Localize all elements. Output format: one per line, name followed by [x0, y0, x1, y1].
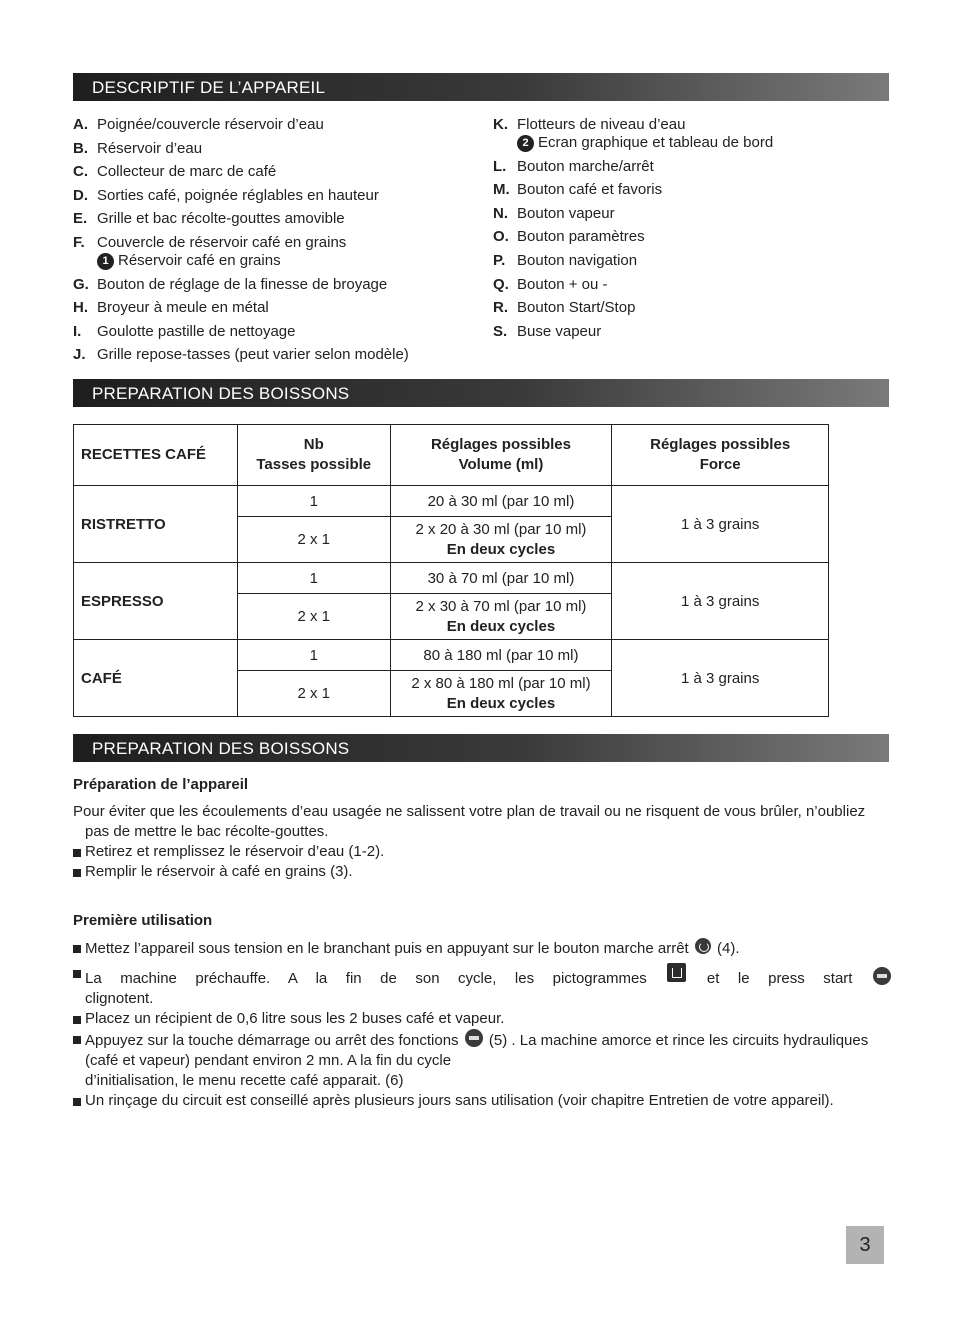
section-header-preparation-2: PREPARATION DES BOISSONS: [73, 734, 889, 762]
page-number: 3: [846, 1226, 884, 1264]
header-force: Réglages possibles Force: [612, 425, 829, 486]
cups-cell: 1: [237, 640, 390, 671]
part-item: P. Bouton navigation: [493, 251, 638, 269]
part-item: A. Poignée/couvercle réservoir d’eau: [73, 116, 324, 133]
section-header-preparation: PREPARATION DES BOISSONS: [73, 379, 889, 407]
part-item: S. Buse vapeur: [493, 322, 602, 340]
list-item: Appuyez sur la touche démarrage ou arrêt des fonctions (5) . La machine amorce et rince les circuits hydrauliques (café et vapeur) pendant environ 2 mn. A la fin du cycle d’initialisation, le menu recette café apparait. (6): [73, 1029, 893, 1091]
part-item: B. Réservoir d’eau: [73, 139, 203, 157]
part-item: R. Bouton Start/Stop: [493, 299, 636, 317]
table-row: [74, 563, 829, 594]
volume-cell: 30 à 70 ml (par 10 ml): [390, 563, 612, 594]
part-item: M. Bouton café et favoris: [493, 181, 663, 199]
volume-cell: 2 x 30 à 70 ml (par 10 ml) En deux cycles: [390, 594, 612, 640]
list-item: Retirez et remplissez le réservoir d’eau (1-2).: [73, 842, 893, 862]
force-cell: 1 à 3 grains: [612, 640, 829, 717]
part-item: O. Bouton paramètres: [493, 228, 645, 246]
list-item: Mettez l’appareil sous tension en le branchant puis en appuyant sur le bouton marche arrêt (4).: [73, 938, 893, 959]
force-cell: 1 à 3 grains: [612, 563, 829, 640]
coffee-cup-icon: [667, 963, 686, 982]
part-item: G. Bouton de réglage de la finesse de broyage: [73, 275, 388, 293]
section-header-descriptif: DESCRIPTIF DE L’APPAREIL: [73, 73, 889, 101]
cups-cell: 2 x 1: [237, 594, 390, 640]
cups-cell: 1: [237, 486, 390, 517]
recipes-table: [73, 424, 829, 717]
part-item: E. Grille et bac récolte-gouttes amovible: [73, 210, 345, 228]
part-item: L. Bouton marche/arrêt: [493, 157, 654, 175]
header-cups: Nb Tasses possible: [237, 425, 390, 486]
volume-cell: 20 à 30 ml (par 10 ml): [390, 486, 612, 517]
start-stop-icon: [873, 967, 891, 985]
volume-cell: 2 x 20 à 30 ml (par 10 ml) En deux cycles: [390, 517, 612, 563]
recipe-name: CAFÉ: [74, 640, 238, 717]
part-item: I. Goulotte pastille de nettoyage: [73, 322, 296, 340]
cups-cell: 2 x 1: [237, 517, 390, 563]
start-stop-icon: [465, 1029, 483, 1047]
volume-cell: 80 à 180 ml (par 10 ml): [390, 640, 612, 671]
number-1-icon: 1: [97, 253, 114, 270]
cups-cell: 1: [237, 563, 390, 594]
header-volume: Réglages possibles Volume (ml): [390, 425, 612, 486]
list-item: Placez un récipient de 0,6 litre sous les 2 buses café et vapeur.: [73, 1009, 893, 1029]
part-item: D. Sorties café, poignée réglables en hauteur: [73, 186, 379, 204]
table-header-row: [74, 425, 829, 486]
part-item: J. Grille repose-tasses (peut varier selon modèle): [73, 346, 409, 364]
list-item: La machine préchauffe. A la fin de son cycle, les pictogrammes et le press start clignotent.: [73, 963, 893, 1009]
number-2-icon: 2: [517, 135, 534, 152]
preparation-intro: Pour éviter que les écoulements d’eau usagée ne salissent votre plan de travail ou ne risquent de vous brûler, n’oubliez pas de mettre le bac récolte-gouttes.: [73, 803, 866, 840]
part-item: C. Collecteur de marc de café: [73, 163, 277, 181]
preparation-title: Préparation de l’appareil: [73, 776, 249, 793]
cups-cell: 2 x 1: [237, 671, 390, 717]
part-item: H. Broyeur à meule en métal: [73, 299, 269, 317]
table-row: [74, 486, 829, 517]
part-item: N. Bouton vapeur: [493, 204, 615, 222]
header-recipe: RECETTES CAFÉ: [74, 425, 238, 486]
volume-cell: 2 x 80 à 180 ml (par 10 ml) En deux cycles: [390, 671, 612, 717]
part-item: Q. Bouton + ou -: [493, 275, 608, 293]
list-item: Remplir le réservoir à café en grains (3).: [73, 862, 893, 882]
parts-list-right: [493, 116, 889, 346]
first-use-bullets: [73, 938, 893, 1111]
part-item: K. Flotteurs de niveau d’eau 2 Ecran graphique et tableau de bord: [493, 116, 774, 151]
first-use-title: Première utilisation: [73, 912, 213, 929]
table-row: [74, 640, 829, 671]
recipe-name: ESPRESSO: [74, 563, 238, 640]
recipe-name: RISTRETTO: [74, 486, 238, 563]
parts-list-left: [73, 116, 483, 370]
force-cell: 1 à 3 grains: [612, 486, 829, 563]
part-item: F. Couvercle de réservoir café en grains 1 Réservoir café en grains: [73, 233, 347, 269]
preparation-bullets: [73, 842, 893, 882]
power-button-icon: [695, 938, 711, 954]
list-item: Un rinçage du circuit est conseillé après plusieurs jours sans utilisation (voir chapitre Entretien de votre appareil).: [73, 1091, 893, 1111]
